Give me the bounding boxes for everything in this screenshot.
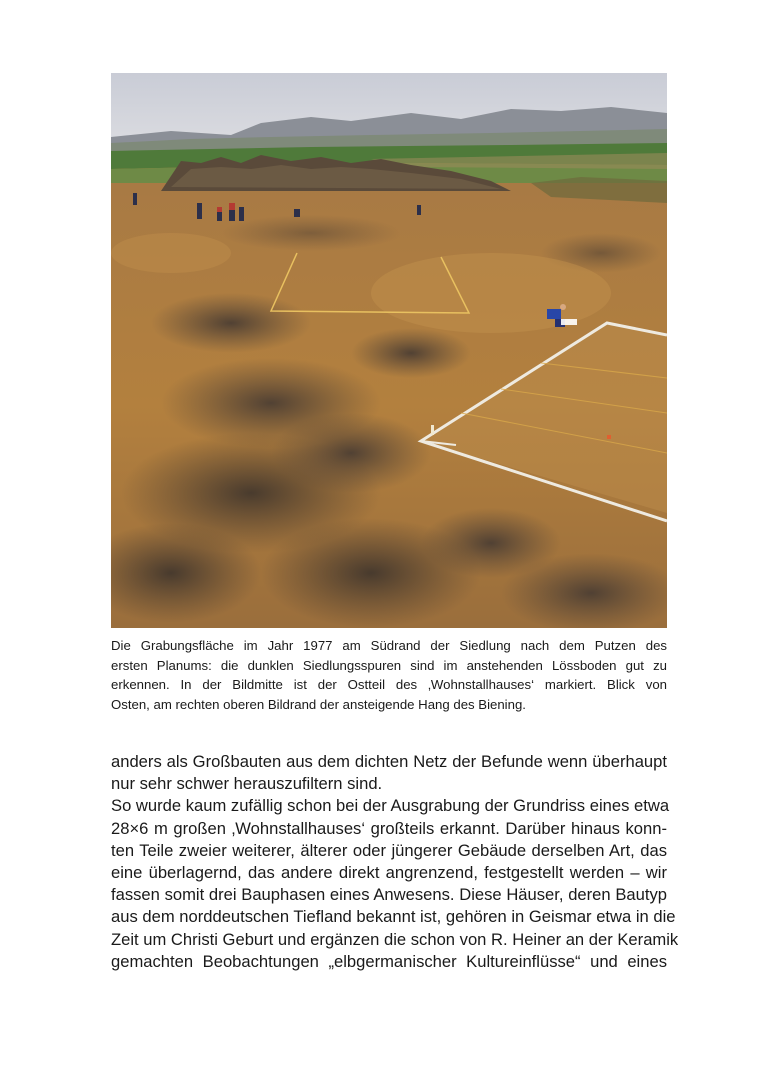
body-line: gemachten Beobachtungen „elbgermanischer Kultureinflüsse“ und eines: [111, 951, 667, 971]
body-line: nur sehr schwer herauszufiltern sind.: [111, 774, 383, 794]
body-line: Zeit um Christi Geburt und ergänzen die schon von R. Heiner an der Keramik: [111, 929, 679, 949]
body-line: So wurde kaum zufällig schon bei der Ausgrabung der Grundriss eines etwa: [111, 796, 670, 816]
body-line: eine überlagernd, das andere direkt angrenzend, festgestellt werden – wir: [111, 863, 667, 883]
excavation-photo: [111, 73, 667, 628]
body-line: fassen somit drei Bauphasen eines Anwesens. Diese Häuser, deren Bautyp: [111, 885, 667, 905]
body-line: 28×6 m großen ‚Wohnstallhauses‘ großteils erkannt. Darüber hinaus konn-: [111, 818, 667, 838]
body-line: aus dem norddeutschen Tiefland bekannt ist, gehören in Geismar etwa in die: [111, 907, 676, 927]
body-paragraph: [111, 751, 679, 973]
caption-line: ersten Planums: die dunklen Siedlungsspuren sind im anstehenden Lössboden gut zu: [111, 657, 667, 673]
body-line: ten Teile zweier weiterer, älterer oder jüngerer Gebäude derselben Art, das: [111, 840, 667, 860]
figure-caption: [111, 636, 667, 714]
caption-line: Osten, am rechten oberen Bildrand der ansteigende Hang des Biening.: [111, 696, 526, 712]
excavation-photo-illustration: [111, 73, 667, 628]
body-line: anders als Großbauten aus dem dichten Netz der Befunde wenn überhaupt: [111, 752, 667, 771]
caption-line: Die Grabungsfläche im Jahr 1977 am Südrand der Siedlung nach dem Putzen des: [111, 638, 667, 653]
caption-line: erkennen. In der Bildmitte ist der Ostteil des ‚Wohnstallhauses‘ markiert. Blick von: [111, 677, 667, 692]
